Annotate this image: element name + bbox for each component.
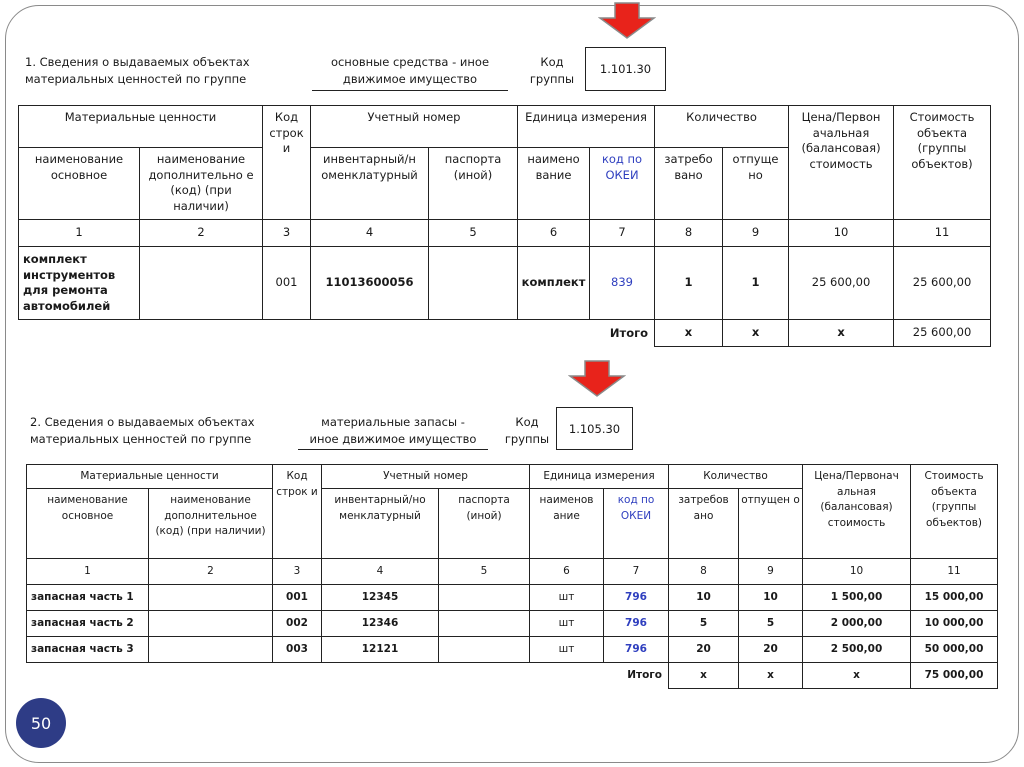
table2-cell-inv: 12121 xyxy=(322,637,439,663)
table1-total-c11: 25 600,00 xyxy=(894,320,991,347)
table1-cell-cost: 25 600,00 xyxy=(894,247,991,320)
table2-cell-price: 2 500,00 xyxy=(803,637,911,663)
table1-cell-name: комплект инструментов для ремонта автомобилей xyxy=(19,247,140,320)
table1 xyxy=(18,105,991,347)
table2-header-name-extra: наименование дополнительное (код) (при наличии) xyxy=(149,489,273,559)
section2-group-underline xyxy=(298,449,488,450)
table2-header-unit: Единица измерения xyxy=(530,465,669,489)
section2-code-label: Код группы xyxy=(504,415,550,446)
table2-total-c9: x xyxy=(739,663,803,689)
table2-header-name-main: наименование основное xyxy=(27,489,149,559)
table2-cell-passport xyxy=(439,611,530,637)
table1-cell-inv: 11013600056 xyxy=(311,247,429,320)
table2-cell-name-extra xyxy=(149,637,273,663)
section2-group-name: материальные запасы - иное движимое имущество xyxy=(309,415,477,446)
table2-total-row xyxy=(27,663,998,689)
table1-header-okei: код по ОКЕИ xyxy=(590,148,655,220)
table2-cell-price: 1 500,00 xyxy=(803,585,911,611)
table1-total-c8: x xyxy=(655,320,723,347)
table2-header-uchet: Учетный номер xyxy=(322,465,530,489)
table2-cell-name-extra xyxy=(149,585,273,611)
table2-header-price: Цена/Первонач альная (балансовая) стоимость xyxy=(803,465,911,559)
table2-cell-released: 20 xyxy=(739,637,803,663)
table2-num-cell: 4 xyxy=(322,559,439,585)
table1-num-cell: 4 xyxy=(311,220,429,247)
table2-cell-passport xyxy=(439,637,530,663)
table2-num-cell: 5 xyxy=(439,559,530,585)
section2-title: 2. Сведения о выдаваемых объектах материальных ценностей по группе xyxy=(30,415,255,446)
table2-total-label: Итого xyxy=(530,663,669,689)
table2-header-mat: Материальные ценности xyxy=(27,465,273,489)
table1-num-cell: 6 xyxy=(518,220,590,247)
table1-header-qty: Количество xyxy=(655,106,789,148)
table1-header-name-main: наименование основное xyxy=(19,148,140,220)
table1-number-row xyxy=(19,220,991,247)
table1-num-cell: 11 xyxy=(894,220,991,247)
table2-cell-requested: 5 xyxy=(669,611,739,637)
section1-group-underline xyxy=(312,90,508,91)
table1-header-mat: Материальные ценности xyxy=(19,106,263,148)
table2-header-requested: затребов ано xyxy=(669,489,739,559)
arrow-down-icon xyxy=(598,2,656,40)
table1-cell-passport xyxy=(429,247,518,320)
table1-total-row xyxy=(19,320,991,347)
table1-cell-unit: комплект xyxy=(518,247,590,320)
section1-title: 1. Сведения о выдаваемых объектах материальных ценностей по группе xyxy=(25,55,250,86)
table2-header-cost: Стоимость объекта (группы объектов) xyxy=(911,465,998,559)
table-row xyxy=(27,585,998,611)
table1-header-cost: Стоимость объекта (группы объектов) xyxy=(894,106,991,220)
table1-num-cell: 7 xyxy=(590,220,655,247)
table1-cell-name-extra xyxy=(140,247,263,320)
table2-cell-unit: шт xyxy=(530,585,604,611)
table1-num-cell: 10 xyxy=(789,220,894,247)
table2-num-cell: 8 xyxy=(669,559,739,585)
table1-cell-requested: 1 xyxy=(655,247,723,320)
table1-num-cell: 2 xyxy=(140,220,263,247)
table2-cell-passport xyxy=(439,585,530,611)
table2-cell-cost: 10 000,00 xyxy=(911,611,998,637)
table1-header-uchet: Учетный номер xyxy=(311,106,518,148)
table-row xyxy=(27,611,998,637)
table2 xyxy=(26,464,998,689)
table1-cell-kod: 001 xyxy=(263,247,311,320)
table2-cell-kod: 001 xyxy=(273,585,322,611)
table2-cell-requested: 20 xyxy=(669,637,739,663)
table2-number-row xyxy=(27,559,998,585)
table2-cell-name-extra xyxy=(149,611,273,637)
table2-cell-kod: 002 xyxy=(273,611,322,637)
table2-cell-okei: 796 xyxy=(604,611,669,637)
table1-num-cell: 8 xyxy=(655,220,723,247)
table2-cell-inv: 12346 xyxy=(322,611,439,637)
table1-num-cell: 5 xyxy=(429,220,518,247)
table2-cell-released: 10 xyxy=(739,585,803,611)
table1-total-c10: x xyxy=(789,320,894,347)
table1-header-unit-name: наимено вание xyxy=(518,148,590,220)
table2-num-cell: 9 xyxy=(739,559,803,585)
table2-cell-released: 5 xyxy=(739,611,803,637)
table1-cell-released: 1 xyxy=(723,247,789,320)
table2-cell-unit: шт xyxy=(530,611,604,637)
table2-total-c8: x xyxy=(669,663,739,689)
table-row xyxy=(19,247,991,320)
table1-total-label: Итого xyxy=(518,320,655,347)
table1-header-name-extra: наименование дополнительно е (код) (при наличии) xyxy=(140,148,263,220)
arrow-down-icon xyxy=(568,360,626,398)
table1-num-cell: 3 xyxy=(263,220,311,247)
table2-header-released: отпущен о xyxy=(739,489,803,559)
table1-num-cell: 1 xyxy=(19,220,140,247)
table2-cell-name: запасная часть 1 xyxy=(27,585,149,611)
table-row xyxy=(27,637,998,663)
table2-cell-cost: 15 000,00 xyxy=(911,585,998,611)
table2-total-c11: 75 000,00 xyxy=(911,663,998,689)
table1-header-inv: инвентарный/н оменклатурный xyxy=(311,148,429,220)
page-number-badge: 50 xyxy=(16,698,66,748)
table2-num-cell: 11 xyxy=(911,559,998,585)
table1-header-released: отпуще но xyxy=(723,148,789,220)
table2-cell-name: запасная часть 2 xyxy=(27,611,149,637)
table2-cell-unit: шт xyxy=(530,637,604,663)
table1-header-row1 xyxy=(19,106,991,148)
table2-cell-okei: 796 xyxy=(604,585,669,611)
table2-header-kod: Код строк и xyxy=(273,465,322,559)
table2-num-cell: 1 xyxy=(27,559,149,585)
table1-header-requested: затребо вано xyxy=(655,148,723,220)
table2-header-okei: код по ОКЕИ xyxy=(604,489,669,559)
table1-header-price: Цена/Первон ачальная (балансовая) стоимость xyxy=(789,106,894,220)
table1-total-c9: x xyxy=(723,320,789,347)
section1-code-value: 1.101.30 xyxy=(585,47,666,91)
section1-group-name: основные средства - иное движимое имущество xyxy=(330,55,490,86)
table2-cell-name: запасная часть 3 xyxy=(27,637,149,663)
table1-cell-price: 25 600,00 xyxy=(789,247,894,320)
table2-cell-requested: 10 xyxy=(669,585,739,611)
table2-header-passport: паспорта (иной) xyxy=(439,489,530,559)
table2-num-cell: 6 xyxy=(530,559,604,585)
table2-cell-price: 2 000,00 xyxy=(803,611,911,637)
table1-header-unit: Единица измерения xyxy=(518,106,655,148)
table1-header-passport: паспорта (иной) xyxy=(429,148,518,220)
section2-code-value: 1.105.30 xyxy=(556,407,633,450)
table1-header-kod: Код строк и xyxy=(263,106,311,220)
table2-header-row1 xyxy=(27,465,998,489)
table2-cell-inv: 12345 xyxy=(322,585,439,611)
table2-num-cell: 2 xyxy=(149,559,273,585)
table2-header-unit-name: наименов ание xyxy=(530,489,604,559)
table2-num-cell: 3 xyxy=(273,559,322,585)
section1-code-label: Код группы xyxy=(529,55,575,86)
table1-cell-okei: 839 xyxy=(590,247,655,320)
table2-header-qty: Количество xyxy=(669,465,803,489)
table2-total-c10: x xyxy=(803,663,911,689)
table1-num-cell: 9 xyxy=(723,220,789,247)
table2-num-cell: 10 xyxy=(803,559,911,585)
table2-cell-cost: 50 000,00 xyxy=(911,637,998,663)
table2-cell-kod: 003 xyxy=(273,637,322,663)
table2-header-inv: инвентарный/но менклатурный xyxy=(322,489,439,559)
table2-cell-okei: 796 xyxy=(604,637,669,663)
table2-num-cell: 7 xyxy=(604,559,669,585)
